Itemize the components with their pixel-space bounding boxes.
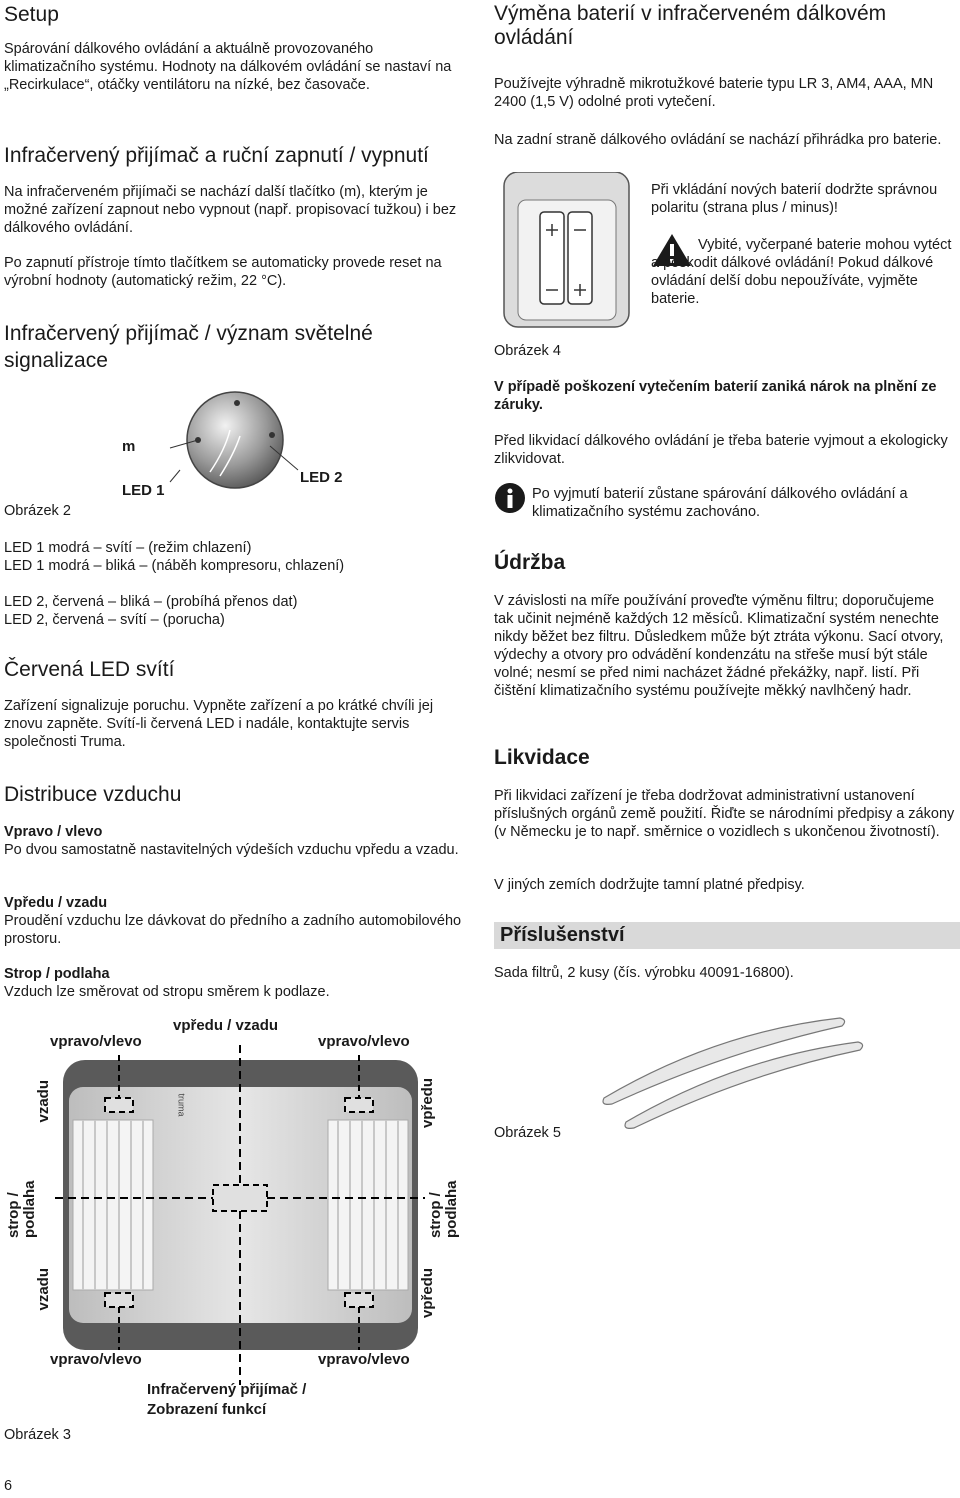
disposal-text-2: V jiných zemích dodržujte tamní platné předpisy. bbox=[494, 877, 805, 893]
warning-text: Vybité, vyčerpané baterie mohou vytéct a poškodit dálkové ovládání! Pokud dálkové ovládání delší dobu nepoužíváte, vyjměte baterie. bbox=[651, 237, 952, 307]
setup-text: Spárování dálkového ovládání a aktuálně provozovaného klimatizačního systému. Hodnoty na dálkovém ovládání se nastaví na „Recirkulace“, otáčky ventilátoru na nízké, bez časovače. bbox=[4, 41, 452, 93]
signal-title: Infračervený přijímač / význam světelné signalizace bbox=[4, 322, 373, 372]
ir-title: Infračervený přijímač a ruční zapnutí / vypnutí bbox=[4, 144, 429, 167]
battery-text-1: Používejte výhradně mikrotužkové baterie typu LR 3, AM4, AAA, MN 2400 (1,5 V) odolné proti vytečení. bbox=[494, 76, 934, 110]
accessories-text: Sada filtrů, 2 kusy (čís. výrobku 40091-16800). bbox=[494, 965, 794, 981]
air-item-2-text: Proudění vzduchu lze dávkovat do předního a zadního automobilového prostoru. bbox=[4, 913, 462, 947]
air-item-2-head: Vpředu / vzadu bbox=[4, 895, 108, 911]
air-item-3-head: Strop / podlaha bbox=[4, 966, 110, 982]
led2-line-1: LED 2, červená – bliká – (probíhá přenos dat) bbox=[4, 594, 298, 610]
ir-text-1: Na infračerveném přijímači se nachází další tlačítko (m), kterým je možné zařízení zapnout nebo vypnout (např. propisovací tužkou) i bez dálkového ovládání. bbox=[4, 184, 457, 236]
led2-line-2: LED 2, červená – svítí – (porucha) bbox=[4, 612, 225, 628]
accessories-title: Příslušenství bbox=[494, 922, 960, 949]
fig4-caption: Obrázek 4 bbox=[494, 343, 561, 359]
remote-battery-compartment-image bbox=[494, 172, 639, 332]
maintenance-title: Údržba bbox=[494, 551, 566, 574]
fig3-left-mid: strop / podlaha bbox=[5, 1180, 38, 1238]
air-item-3-text: Vzduch lze směrovat od stropu směrem k podlaze. bbox=[4, 984, 330, 1000]
fig3-right-bottom: vpředu bbox=[419, 1268, 436, 1319]
led1-line-2: LED 1 modrá – bliká – (náběh kompresoru, chlazení) bbox=[4, 558, 345, 574]
warranty-text: V případě poškození vytečením baterií zaniká nárok na plnění ze záruky. bbox=[494, 379, 937, 413]
battery-title: Výměna baterií v infračerveném dálkovém ovládání bbox=[494, 2, 887, 49]
fig3-right-mid: strop / podlaha bbox=[427, 1180, 460, 1238]
brand-logo: truma bbox=[176, 1093, 187, 1117]
page-number: 6 bbox=[4, 1478, 13, 1494]
fig3-right-top: vpředu bbox=[419, 1078, 436, 1129]
air-item-1-text: Po dvou samostatně nastavitelných výdeších vzduchu vpředu a vzadu. bbox=[4, 842, 459, 858]
fig3-left-top: vzadu bbox=[35, 1080, 52, 1123]
fig2-m-label: m bbox=[122, 438, 136, 455]
red-led-title: Červená LED svítí bbox=[4, 658, 175, 681]
info-text: Po vyjmutí baterií zůstane spárování dálkového ovládání a klimatizačního systému zachováno. bbox=[532, 486, 908, 520]
dispose-text: Před likvidací dálkového ovládání je třeba baterie vyjmout a ekologicky zlikvidovat. bbox=[494, 433, 948, 467]
fig2-led1-label: LED 1 bbox=[122, 482, 165, 499]
fig5-caption: Obrázek 5 bbox=[494, 1125, 561, 1141]
fig3-caption: Obrázek 3 bbox=[4, 1427, 71, 1443]
ir-text-2: Po zapnutí přístroje tímto tlačítkem se automaticky provede reset na výrobní hodnoty (automatický režim, 22 °C). bbox=[4, 255, 442, 289]
info-icon bbox=[494, 482, 526, 514]
fig3-top-center: vpředu / vzadu bbox=[173, 1017, 279, 1034]
filter-strips-image bbox=[596, 1012, 866, 1132]
air-conditioner-unit-image bbox=[55, 1045, 425, 1385]
fig3-receiver-label: Infračervený přijímač / Zobrazení funkcí bbox=[147, 1381, 307, 1418]
led1-line-1: LED 1 modrá – svítí – (režim chlazení) bbox=[4, 540, 252, 556]
fig3-left-bottom: vzadu bbox=[35, 1268, 52, 1311]
red-led-text: Zařízení signalizuje poruchu. Vypněte zařízení a po krátké chvíli jej znovu zapněte. Svítí-li červená LED i nadále, kontaktujte servis společnosti Truma. bbox=[4, 698, 434, 750]
air-title: Distribuce vzduchu bbox=[4, 783, 182, 806]
fig3-top-left: vpravo/vlevo bbox=[50, 1033, 142, 1050]
setup-title: Setup bbox=[4, 3, 59, 26]
disposal-title: Likvidace bbox=[494, 746, 590, 769]
fig2-led2-label: LED 2 bbox=[300, 469, 343, 486]
polarity-text: Při vkládání nových baterií dodržte správnou polaritu (strana plus / minus)! bbox=[651, 182, 938, 216]
maintenance-text: V závislosti na míře používání proveďte výměnu filtru; doporučujeme tak učinit nejméně každých 12 měsíců. Klimatizační systém nenechte nikdy běžet bez filtru. Důsledkem může být ztráta výkonu. Sací otvory, výdechy a otvory pro odvádění kondenzátu na střeše musí být stále volné; nesmí se před nimi nacházet žádné překážky, např. listí. Při čištění klimatizačního systému používejte měkký navlhčený hadr. bbox=[494, 593, 944, 699]
disposal-text-1: Při likvidaci zařízení je třeba dodržovat administrativní ustanovení příslušných orgánů země použití. Řiďte se národními předpisy a zákony (v Německu je to např. směrnice o vozidlech s ukončenou životností). bbox=[494, 788, 955, 840]
fig3-top-right: vpravo/vlevo bbox=[318, 1033, 410, 1050]
battery-text-2: Na zadní straně dálkového ovládání se nachází přihrádka pro baterie. bbox=[494, 132, 942, 148]
fig2-caption: Obrázek 2 bbox=[4, 503, 71, 519]
fig3-bottom-right: vpravo/vlevo bbox=[318, 1351, 410, 1368]
air-item-1-head: Vpravo / vlevo bbox=[4, 824, 103, 840]
fig3-bottom-left: vpravo/vlevo bbox=[50, 1351, 142, 1368]
